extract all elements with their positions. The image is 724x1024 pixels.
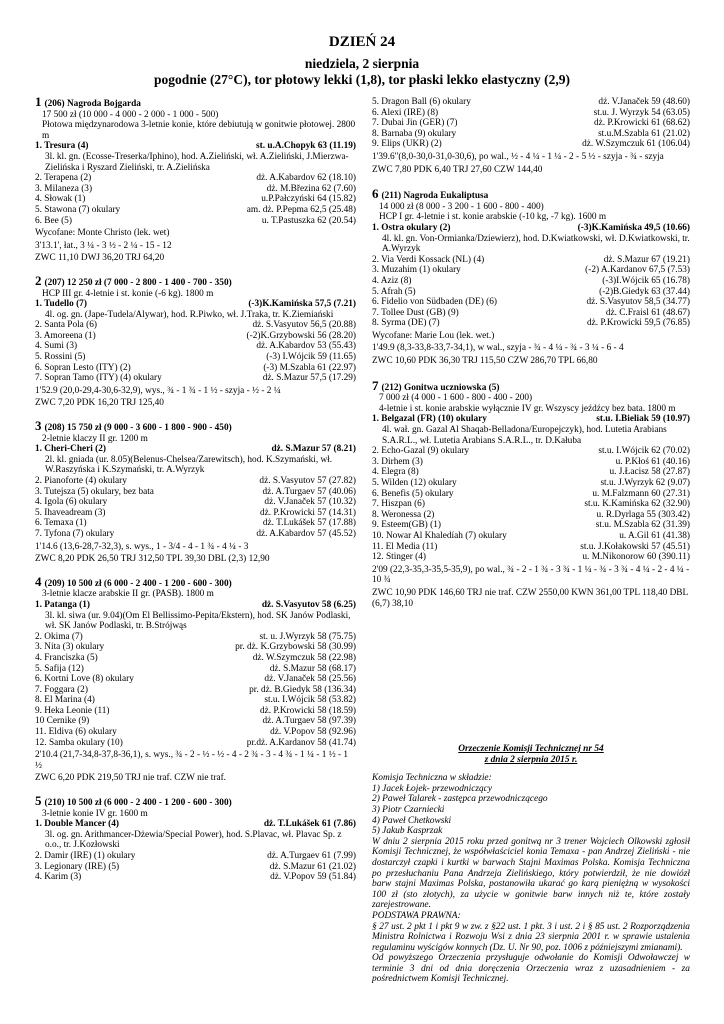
result-row — [35, 664, 356, 675]
jockey-weight-odds: dż. C.Fraisl 61 (48.67) — [605, 307, 690, 318]
jockey-weight-odds: dż. A.Kabardov 53 (55.43) — [256, 341, 356, 352]
horse-name: 8. Syrma (DE) (7) — [372, 318, 440, 329]
horse-name: 1. Double Mancer (4) — [35, 819, 120, 830]
day-title: DZIEŃ 24 — [328, 34, 396, 50]
race-number: 1 — [35, 94, 42, 109]
result-row — [372, 287, 690, 298]
appeal-note: Od powyższego Orzeczenia przysługuje odwołanie do Komisji Odwoławczej w terminie 3 dni od dnia doręczenia Orzeczenia wraz z uzasadnieniem - za pośrednictwem Komisji Technicznej. — [372, 953, 690, 985]
horse-name: 1. Patanga (1) — [35, 599, 91, 610]
jockey-weight-odds: (-3) I.Wójcik 59 (11.65) — [266, 352, 356, 363]
result-row — [372, 499, 690, 510]
result-row — [35, 600, 356, 611]
result-row — [35, 184, 356, 195]
horse-name: 7. Tyfona (7) okulary — [35, 528, 115, 539]
jockey-weight-odds: dż. A.Turgaev 57 (40.06) — [262, 486, 356, 497]
result-row — [35, 141, 356, 152]
jockey-weight-odds: st. u.A.Chopyk 63 (11.19) — [256, 141, 356, 152]
result-row — [35, 872, 356, 883]
horse-name: 2. Okima (7) — [35, 631, 83, 642]
result-row — [372, 223, 690, 234]
result-row — [35, 299, 356, 310]
result-row — [35, 674, 356, 685]
race-name: (206) Nagroda Bojgarda — [44, 99, 141, 109]
horse-name: 2. Terapena (2) — [35, 173, 92, 184]
jockey-weight-odds: st.u.M.Szabla 61 (21.02) — [598, 128, 690, 139]
horse-name: 8. El Marina (4) — [35, 695, 95, 706]
jockey-weight-odds: pr. dż. K.Grzybowski 58 (30.99) — [235, 642, 356, 653]
jockey-weight-odds: (-3)I.Wójcik 65 (16.78) — [602, 275, 690, 286]
result-row — [372, 478, 690, 489]
race-title — [35, 94, 356, 110]
result-row — [35, 529, 356, 540]
horse-name: 8. Weronessa (2) — [372, 509, 435, 520]
commission-line: 4) Paweł Chetkowski — [372, 815, 452, 826]
result-row — [35, 727, 356, 738]
horse-name: 7. Foggara (2) — [35, 684, 88, 695]
horse-name: 9. Heka Leonie (11) — [35, 705, 110, 716]
result-row — [35, 518, 356, 529]
race-name: (207) 12 250 zł (7 000 - 2 800 - 1 400 - 700 - 350) — [44, 277, 232, 288]
jockey-weight-odds: dż. S.Mazur 58 (68.17) — [269, 663, 356, 674]
race-summary: Wycofane: Marie Lou (lek. wet.) — [372, 330, 495, 341]
result-row — [372, 97, 690, 108]
race-block — [35, 573, 356, 784]
commission-line: 3) Piotr Czarniecki — [372, 804, 445, 815]
horse-name: 1. Cheri-Cheri (2) — [35, 444, 106, 455]
result-row — [35, 653, 356, 664]
horse-name: 9. Esteem(GB) (1) — [372, 520, 441, 531]
jockey-weight-odds: dż. A.Turgaev 58 (97.39) — [262, 716, 356, 727]
result-row — [35, 173, 356, 184]
horse-name: 1. Belgazal (FR) (10) okulary — [372, 414, 487, 425]
jockey-weight-odds: (-3)K.Kamińska 57,5 (7.21) — [248, 299, 356, 310]
jockey-weight-odds: st.u. K.Kamińska 62 (32.90) — [584, 499, 690, 510]
race-name: (211) Nagroda Eukaliptusa — [381, 191, 489, 202]
result-row — [372, 118, 690, 129]
result-row — [35, 819, 356, 830]
race-conditions: 17 500 zł (10 000 - 4 000 - 2 000 - 1 000 - 500) — [42, 109, 219, 120]
horse-name: 3. Dirhem (3) — [372, 456, 423, 467]
horse-name: 3. Legionary (IRE) (5) — [35, 861, 120, 872]
result-row — [35, 695, 356, 706]
jockey-weight-odds: st.u. J.Kołakowski 57 (45.51) — [580, 541, 690, 552]
jockey-weight-odds: u. T.Pastuszka 62 (20.54) — [261, 215, 356, 226]
race-conditions: Płotowa międzynarodowa 3-letnie konie, które debiutują w gonitwie płotowej. 2800 m — [42, 120, 356, 141]
horse-name: 6. Temaxa (1) — [35, 518, 87, 529]
result-row — [35, 497, 356, 508]
result-row — [35, 685, 356, 696]
result-row — [372, 255, 690, 266]
jockey-weight-odds: (-3)K.Kamińska 49,5 (10.66) — [577, 222, 690, 233]
horse-name: 4. Karim (3) — [35, 872, 82, 883]
jockey-weight-odds: dż. S.Vasyutov 58 (6.25) — [261, 599, 356, 610]
race-block — [372, 377, 690, 609]
horse-name: 5. Wilden (12) okulary — [372, 478, 457, 488]
horse-name: 11. Eldiva (6) okulary — [35, 727, 117, 738]
race-summary: 1'52.9 (20,0-29,4-30,6-32,9), wys., ¾ - 1 ¾ - 1 ½ - szyja - ½ - 2 ¼ — [35, 385, 281, 396]
race-block — [35, 272, 356, 409]
jockey-weight-odds: dż. W.Szymczuk 61 (106.04) — [582, 139, 690, 150]
horse-name: 6. Bee (5) — [35, 215, 72, 226]
horse-name: 3. Milaneza (3) — [35, 183, 93, 194]
jockey-weight-odds: dż. S.Mazur 61 (21.02) — [269, 861, 356, 872]
winner-details: 4l. og. gn. (Jape-Tudela/Alywar), hod. R.Piwko, wł. J.Traka, tr. K.Ziemiański — [45, 309, 334, 320]
result-row — [35, 508, 356, 519]
result-row — [35, 706, 356, 717]
race-summary: 2'09 (22,3-35,3-35,5-35,9), po wal., ¾ - 2 - 1 ¾ - 3 ¾ - 1 ¼ - ¾ - 3 ¾ - 4 ¼ - 2 - 4 ¼ - 10 ¾ — [372, 564, 690, 586]
horse-name: 9. Elips (UKR) (2) — [372, 139, 442, 150]
race-name: (208) 15 750 zł (9 000 - 3 600 - 1 800 - 900 - 450) — [44, 423, 232, 434]
result-row — [372, 276, 690, 287]
jockey-weight-odds: dż. V.Janaček 58 (25.56) — [264, 674, 356, 685]
race-block — [35, 94, 356, 264]
jockey-weight-odds: dż. S.Vasyutov 56,5 (20.88) — [252, 320, 356, 331]
horse-name: 2. Damir (IRE) (1) okulary — [35, 851, 136, 861]
race-title — [372, 186, 690, 202]
race-number: 7 — [372, 377, 379, 393]
ruling-title: Orzeczenie Komisji Technicznej nr 54 — [458, 744, 604, 754]
horse-name: 3. Amoreena (1) — [35, 330, 96, 341]
jockey-weight-odds: dż. T.Lukášek 61 (7.86) — [263, 819, 356, 830]
jockey-weight-odds: am. dż. P.Pepma 62,5 (25.48) — [246, 204, 356, 215]
horse-name: 12. Samba okulary (10) — [35, 737, 123, 748]
jockey-weight-odds: st.u. J. Wyrzyk 54 (63.05) — [593, 107, 690, 118]
jockey-weight-odds: pr. dż. B.Giedyk 58 (136.34) — [249, 684, 356, 695]
result-row — [35, 862, 356, 873]
result-row — [35, 352, 356, 363]
horse-name: 10. Nowar Al Khaledíah (7) okulary — [372, 530, 507, 541]
horse-name: 6. Kortni Love (8) okulary — [35, 674, 134, 685]
race-conditions: 3-letnie klacze arabskie II gr. (PASB). 1800 m — [42, 589, 214, 600]
legal-basis-title: PODSTAWA PRAWNA: — [372, 910, 461, 921]
horse-name: 6. Sopran Lesto (ITY) (2) — [35, 362, 131, 373]
result-row — [35, 205, 356, 216]
horse-name: 3. Nita (3) okulary — [35, 642, 105, 653]
commission-line: Komisja Techniczna w składzie: — [372, 773, 492, 784]
jockey-weight-odds: dż. V.Popov 58 (92.96) — [270, 727, 356, 738]
result-row — [35, 216, 356, 227]
horse-name: 4. Igola (6) okulary — [35, 497, 108, 508]
result-row — [372, 108, 690, 119]
race-name: (212) Gonitwa uczniowska (5) — [381, 382, 500, 393]
race-conditions: 4-letnie i st. konie arabskie wyłącznie IV gr. Wszyscy jeźdźcy bez bata. 1800 m — [379, 403, 676, 414]
winner-details: 4l. kl. gn. Von-Ormianka/Dziewierz), hod. D.Kwiatkowski, wł. D.Kwiatkowski, tr. A.Wyrzyk — [382, 233, 690, 255]
result-row — [35, 738, 356, 749]
jockey-weight-odds: dż. P.Krowicki 59,5 (76.85) — [586, 318, 690, 329]
horse-name: 4. Elegra (8) — [372, 467, 419, 478]
result-row — [372, 531, 690, 542]
weather-line: pogodnie (27°C), tor płotowy lekki (1,8), tor płaski lekko elastyczny (2,9) — [154, 72, 570, 87]
race-number: 3 — [35, 418, 42, 434]
race-summary: 1'14.6 (13,6-28,7-32,3), s. wys., 1 - 3/4 - 4 - 1 ¾ - 4 ¼ - 3 — [35, 541, 249, 552]
winner-details: 3l. og. gn. Arithmancer-Dżewia/Special Power), hod. S.Plavac, wł. Plavac Sp. z o.o., tr. J.Kozłowski — [45, 829, 342, 851]
race-conditions: HCP I gr. 4-letnie i st. konie arabskie (-10 kg, -7 kg). 1600 m — [379, 212, 607, 223]
race-name: (210) 10 500 zł (6 000 - 2 400 - 1 200 - 600 - 300) — [44, 798, 232, 809]
jockey-weight-odds: dż. W.Szymczuk 58 (22.98) — [252, 652, 356, 663]
result-row — [372, 510, 690, 521]
result-row — [372, 489, 690, 500]
race-block — [35, 418, 356, 565]
jockey-weight-odds: dż. A.Kabardov 62 (18.10) — [256, 173, 356, 184]
horse-name: 4. Sumi (3) — [35, 341, 78, 352]
horse-name: 5. Ihaveadream (3) — [35, 507, 106, 518]
horse-name: 3. Tutejsza (5) okulary, bez bata — [35, 486, 154, 497]
horse-name: 5. Safija (12) — [35, 663, 84, 674]
horse-name: 6. Benefis (5) okulary — [372, 488, 454, 499]
jockey-weight-odds: st.u. J.Wyrzyk 62 (9.07) — [600, 478, 690, 488]
result-row — [372, 265, 690, 276]
result-row — [372, 552, 690, 563]
result-row — [372, 318, 690, 329]
commission-line: 2) Paweł Talarek - zastępca przewodniczącego — [372, 794, 548, 805]
horse-name: 2. Echo-Gazal (9) okulary — [372, 446, 470, 457]
horse-name: 1. Ostra okulary (2) — [372, 222, 451, 233]
horse-name: 7. Sopran Tamo (ITY) (4) okulary — [35, 373, 162, 384]
jockey-weight-odds: st. u. J.Wyrzyk 58 (75.75) — [259, 631, 356, 642]
date-line: niedziela, 2 sierpnia — [304, 56, 420, 71]
race-number: 4 — [35, 573, 42, 589]
legal-basis: § 27 ust. 2 pkt 1 i pkt 9 w zw. z §22 ust. 1 pkt. 3 i ust. 2 i § 85 ust. 2 Rozporządzenia Ministra Rolnictwa i Rozwoju Wsi z dnia 23 sierpnia 2001 r. w sprawie ustalenia regulaminu wyścigów konnych (Dz. U. Nr 90, poz. 1006 z późniejszymi zmianami). — [372, 921, 690, 953]
horse-name: 2. Via Verdi Kossack (NL) (4) — [372, 254, 485, 265]
race-title — [35, 418, 356, 434]
jockey-weight-odds: dż. M.Březina 62 (7.60) — [266, 183, 356, 194]
horse-name: 1. Tresura (4) — [35, 141, 89, 152]
jockey-weight-odds: dż. P.Krowicki 61 (68.62) — [593, 118, 690, 129]
jockey-weight-odds: dż. S.Mazur 67 (19.21) — [603, 254, 690, 265]
result-row — [372, 297, 690, 308]
horse-name: 7. Hiszpan (6) — [372, 499, 425, 510]
horse-name: 4. Aziz (8) — [372, 275, 412, 286]
result-row — [35, 716, 356, 727]
result-row — [35, 194, 356, 205]
race-block-continued — [372, 97, 690, 175]
horse-name: 6. Fidelio von Südbaden (DE) (6) — [372, 297, 497, 308]
jockey-weight-odds: st.u. I.Wójcik 62 (70.02) — [598, 446, 690, 457]
horse-name: 8. Barnaba (9) okulary — [372, 128, 457, 139]
left-column — [35, 94, 356, 883]
jockey-weight-odds: (-2)K.Grzybowski 56 (28.20) — [246, 330, 356, 341]
result-row — [372, 308, 690, 319]
horse-name: 6. Alexi (IRE) (8) — [372, 107, 439, 118]
jockey-weight-odds: (-2)B.Giedyk 63 (37.44) — [599, 286, 690, 297]
horse-name: 4. Słowak (1) — [35, 194, 86, 205]
jockey-weight-odds: u. P.Kłoś 61 (40.16) — [615, 456, 690, 467]
race-conditions: 7 000 zł (4 000 - 1 600 - 800 - 400 - 200) — [379, 393, 533, 404]
jockey-weight-odds: u. A.Gil 61 (41.38) — [619, 530, 690, 541]
race-summary: ZWC 11,10 DWJ 36,20 TRJ 64,20 — [35, 253, 165, 264]
ruling-body: W dniu 2 sierpnia 2015 roku przed gonitwą nr 3 trener Wojciech Olkowski zgłosił Komisji Technicznej, że współwłaściciel konia Temaxa - pan Andrzej Zieliński - nie dostarczył czapki i kurtki w barwach Stajni Maximas Polska. Komisja Techniczna po przesłuchaniu Pana Andrzeja Zielińskiego, który potwierdził, że nie dowiózł barw stajni Maximas Polska, postanowiła ukarać go karą pieniężną w wysokości 100 zł (sto złotych), za użycie w gonitwie barw innych niż te, które zostały zarejestrowane. — [372, 836, 690, 911]
jockey-weight-odds: u. R.Dyrlaga 55 (303.42) — [596, 509, 690, 520]
race-conditions: 3-letnie konie IV gr. 1600 m — [42, 808, 148, 819]
result-row — [35, 341, 356, 352]
horse-name: 7. Dubai Jin (GER) (7) — [372, 118, 458, 129]
horse-name: 5. Dragon Ball (6) okulary — [372, 97, 471, 107]
jockey-weight-odds: dż. S.Vasyutov 57 (27.82) — [259, 476, 356, 486]
race-summary: ZWC 7,20 PDK 16,20 TRJ 125,40 — [35, 398, 164, 409]
horse-name: 5. Stawona (7) okulary — [35, 204, 121, 215]
horse-name: 5. Afrah (5) — [372, 286, 416, 297]
jockey-weight-odds: dż. V.Popov 59 (51.84) — [270, 872, 356, 883]
jockey-weight-odds: u. J.Łacisz 58 (27.87) — [609, 467, 690, 478]
race-title — [35, 573, 356, 590]
horse-name: 12. Stinger (4) — [372, 552, 426, 563]
race-title — [372, 377, 690, 394]
result-row — [372, 139, 690, 150]
horse-name: 5. Rossini (5) — [35, 352, 86, 363]
jockey-weight-odds: dż. V.Janaček 57 (10.32) — [264, 497, 356, 508]
horse-name: 1. Tudello (7) — [35, 299, 87, 310]
race-number: 5 — [35, 793, 42, 809]
commission-line: 1) Jacek Łojek- przewodniczący — [372, 783, 493, 794]
result-row — [35, 476, 356, 487]
race-block — [35, 793, 356, 883]
result-row — [372, 129, 690, 140]
jockey-weight-odds: dż. S.Vasyutov 58,5 (34.77) — [586, 297, 690, 308]
horse-name: 10 Cernike (9) — [35, 716, 90, 727]
jockey-weight-odds: dż. V.Janaček 59 (48.60) — [598, 97, 690, 107]
jockey-weight-odds: dż. A.Kabardov 57 (45.52) — [256, 528, 356, 539]
jockey-weight-odds: u. M.Nikonorow 60 (390.11) — [582, 552, 690, 563]
jockey-weight-odds: u.P.Pałczyński 64 (15.82) — [261, 194, 356, 205]
jockey-weight-odds: u. M.Falzmann 60 (27.31) — [592, 488, 690, 499]
race-title — [35, 272, 356, 289]
race-number: 2 — [35, 272, 42, 288]
race-summary: ZWC 7,80 PDK 6,40 TRJ 27,60 CZW 144,40 — [372, 164, 543, 175]
result-row — [35, 632, 356, 643]
horse-name: 7. Tollee Dust (GB) (9) — [372, 307, 459, 318]
race-conditions: 2-letnie klaczy II gr. 1200 m — [42, 433, 148, 444]
horse-name: 2. Pianoforte (4) okulary — [35, 476, 127, 486]
jockey-weight-odds: pr.dż. A.Kardanov 58 (41.74) — [246, 737, 356, 748]
jockey-weight-odds: dż. P.Krowicki 57 (14.31) — [259, 507, 356, 518]
race-name: (209) 10 500 zł (6 000 - 2 400 - 1 200 - 600 - 300) — [44, 578, 232, 589]
winner-details: 3l. kl. gn. (Ecosse-Treserka/Iphino), hod. A.Zieliński, wł. A.Zieliński, J.Mierzwa-Zielińska i Ryszard Zieliński, tr. A.Zielińska — [45, 151, 349, 173]
result-row — [35, 487, 356, 498]
race-summary: 3'13.1', łat., 3 ¼ - 3 ½ - 2 ¼ - 15 - 12 — [35, 240, 172, 251]
winner-details: 3l. kl. siwa (ur. 9.04)(Om El Bellissimo-Pepita/Ekstern), hod. SK Janów Podlaski, wł. SK Janów Podlaski, tr. B.Strójwąs — [45, 610, 351, 632]
race-summary: ZWC 10,90 PDK 146,60 TRJ nie traf. CZW 2550,00 KWN 361,00 TPL 118,40 DBL (6,7) 38,10 — [372, 587, 688, 609]
winner-details: 4l. wał. gn. Gazal Al Shaqab-Belladona/Europejczyk), hod. Lutetia Arabians S.A.R.L., wł. Lutetia Arabians S.A.R.L., tr. D.Kałuba — [382, 425, 667, 446]
horse-name: 11. El Media (11) — [372, 541, 438, 552]
result-row — [372, 457, 690, 468]
race-block — [372, 186, 690, 367]
race-summary: 1'39.6"(8,0-30,0-31,0-30,6), po wal., ½ - 4 ¼ - 1 ¼ - 2 - 5 ½ - szyja - ¾ - szyja — [372, 151, 664, 162]
race-summary: Wycofane: Monte Christo (lek. wet) — [35, 228, 170, 239]
winner-details: 2l. kl. gniada (ur. 8.05)(Belenus-Chelsea/Zarewitsch), hod. K.Szymański, wł. W.Raszyńska i K.Szymański, tr. A.Wyrzyk — [45, 454, 333, 476]
jockey-weight-odds: (-3) M.Szabla 61 (22.97) — [263, 362, 356, 373]
race-summary: ZWC 6,20 PDK 219,50 TRJ nie traf. CZW nie traf. — [35, 773, 226, 784]
race-summary: ZWC 10,60 PDK 36,30 TRJ 115,50 CZW 286,70 TPL 66,80 — [372, 356, 598, 367]
horse-name: 3. Muzahim (1) okulary — [372, 265, 461, 276]
result-row — [35, 331, 356, 342]
horse-name: 2. Santa Pola (6) — [35, 320, 97, 331]
result-row — [35, 320, 356, 331]
result-row — [35, 851, 356, 862]
jockey-weight-odds: st.u. I.Bieliak 59 (10.97) — [596, 414, 690, 425]
result-row — [372, 446, 690, 457]
result-row — [372, 414, 690, 425]
right-column — [372, 97, 690, 609]
result-row — [35, 444, 356, 455]
result-row — [372, 520, 690, 531]
jockey-weight-odds: dż. S.Mazur 57 (8.21) — [271, 444, 356, 455]
race-number: 6 — [372, 186, 379, 202]
jockey-weight-odds: st.u. M.Szabla 62 (31.39) — [595, 520, 690, 531]
result-row — [372, 542, 690, 553]
jockey-weight-odds: dż. T.Lukášek 57 (17.88) — [262, 518, 356, 529]
jockey-weight-odds: dż. A.Turgaev 61 (7.99) — [267, 851, 356, 861]
jockey-weight-odds: (-2) A.Kardanov 67,5 (7.53) — [585, 265, 690, 276]
jockey-weight-odds: dż. P.Krowicki 58 (18.59) — [259, 705, 356, 716]
jockey-weight-odds: st.u. I.Wójcik 58 (53.82) — [264, 695, 356, 706]
horse-name: 4. Franciszka (5) — [35, 652, 98, 663]
race-conditions: HCP III gr. 4-letnie i st. konie (-6 kg). 1800 m — [42, 288, 214, 299]
commission-ruling — [372, 744, 690, 985]
commission-line: 5) Jakub Kasprzak — [372, 826, 443, 837]
result-row — [35, 642, 356, 653]
result-row — [35, 373, 356, 384]
race-summary: ZWC 8,20 PDK 26,50 TRJ 312,50 TPL 39,30 DBL (2,3) 12,90 — [35, 554, 270, 565]
ruling-date: z dnia 2 sierpnia 2015 r. — [484, 754, 578, 765]
result-row — [372, 467, 690, 478]
result-row — [35, 363, 356, 374]
jockey-weight-odds: dż. S.Mazur 57,5 (17.29) — [262, 373, 356, 384]
race-title — [35, 793, 356, 809]
race-summary: 1'49.9 (8,3-33,8-33,7-34,1), w wal., szyja - ¾ - 4 ¼ - ¾ - 3 ¼ - 6 - 4 — [372, 343, 624, 354]
commission-members — [372, 773, 690, 837]
race-conditions: 14 000 zł (8 000 - 3 200 - 1 600 - 800 - 400) — [379, 201, 544, 212]
race-summary: 2'10.4 (21,7-34,8-37,8-36,1), s. wys., ¾ - 2 - ½ - ½ - 4 - 2 ¾ - 3 - 4 ¾ - 1 ¼ - 1 ½ - 1 ½ — [35, 750, 349, 771]
